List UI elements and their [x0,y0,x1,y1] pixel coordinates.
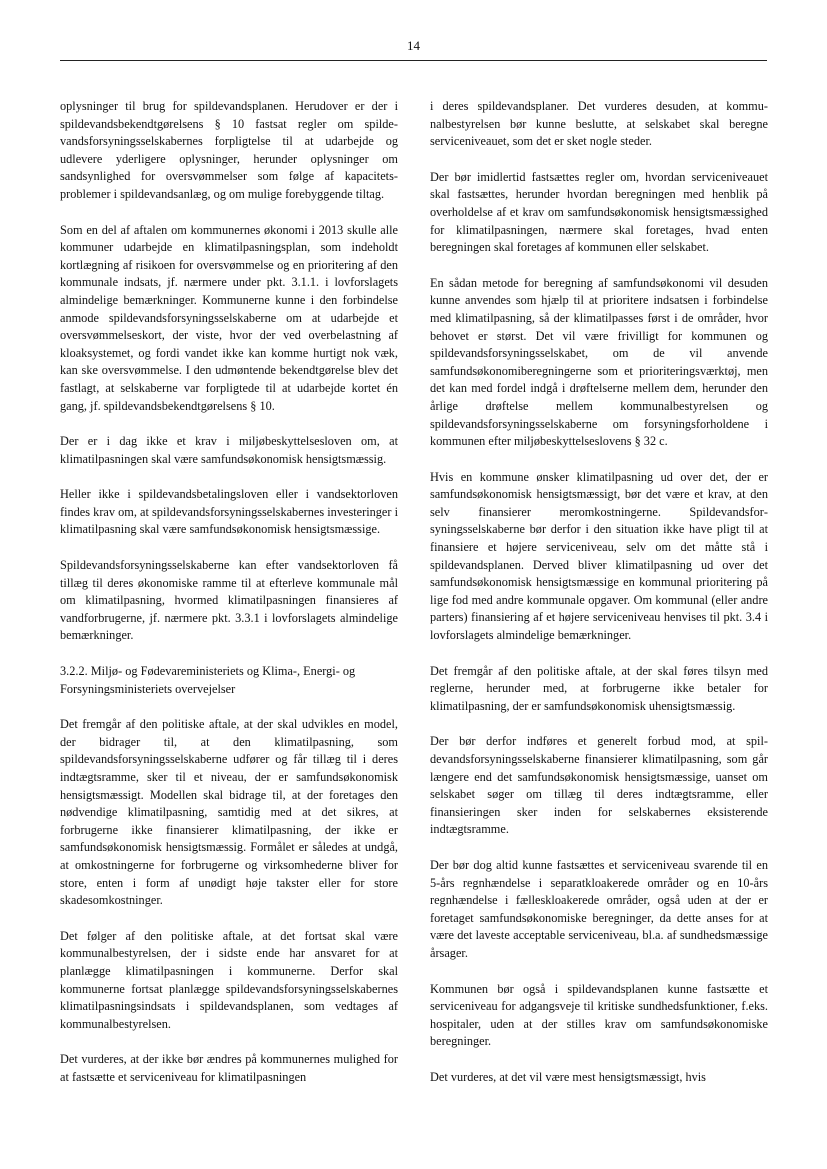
paragraph: Som en del af aftalen om kommunernes økonomi i 2013 skulle alle kommuner udarbejde en klimatilpasningsplan, som indeholdt kortlægning af risikoen for oversvømmelse og en prioritering af den kommunale indsats, jf. nærmere under pkt. 3.1.1. i lovforslagets almindelige bemærkninger. Kommunerne kunne i den forbindelse anmode spildevandsforsyningsselskaberne om at udarbejde et oversvømmelseskort, der viste, hvor der ved overbelastning af kloaksystemet, og fordi vandet ikke kan komme hurtigt nok væk, kan ske oversvømmelse. I den udmøntende bekendtgørelse blev det fastlagt, at selskaberne var forpligtede til at udarbejde kortet én gang, jf. spildevandsbekendtgørelsens § 10. [60,222,398,413]
paragraph: i deres spildevandsplaner. Det vurderes desuden, at kommunalbestyrelsen bør kunne beslutte, at selskabet skal beregne serviceniveauet, som det er sket nogle steder. [430,99,768,149]
paragraph: Det følger af den politiske aftale, at det fortsat skal være kommunalbestyrelsen, der i sidste ende har ansvaret for at planlægge klimatilpasningen i kommunerne. Derfor skal kommunerne fortsat planlægge spildevandsforsyningsselskabernes klimatilpasningsindsats i spildevandsplanen, som vedtages af kommunalbestyrelsen. [60,928,398,1031]
paragraph: Der er i dag ikke et krav i miljøbeskyttelsesloven om, at klimatilpasningen skal være samfundsøkonomisk hensigtsmæssig. [60,434,398,466]
paragraph: Kommunen bør også i spildevandsplanen kunne fastsætte et serviceniveau for adgangsveje til kritiske sundhedsfunktioner, f.eks. hospitaler, uden at der stilles krav om samfundsøkonomiske beregninger. [430,981,768,1049]
right-column [430,98,768,1105]
paragraph: Det fremgår af den politiske aftale, at der skal udvikles en model, der bidrager til, at den klimatilpasning, som spildevandsforsyningsselskaberne udfører og får tillæg til i deres indtægtsramme, sker til et niveau, der er samfundsøkonomisk hensigtsmæssigt. Modellen skal bidrage til, at der foretages den nødvendige klimatilpasning, samtidig med at det sikres, at forbrugerne ikke finansierer klimatilpasning, der ikke er samfundsøkonomisk hensigtsmæssig. Formålet er således at undgå, at omkostningerne for forbrugerne og virksomhederne bliver for store, enten i form af unødigt høje takster eller for store skadesomkostninger. [60,717,398,908]
header-rule [60,60,767,61]
paragraph: En sådan metode for beregning af samfundsøkonomi vil desuden kunne anvendes som hjælp til at prioritere indsatsen i forbindelse med klimatilpasning, så der klimatilpasses først i de områder, hvor behovet er størst. Det vil være frivilligt for kommunen og spildevandsforsyningsselskabet, om de vil anvende samfundsøkonomiberegningerne som et prioriteringsværktøj, men det kan med fordel indgå i drøftelserne mellem dem, herunder den årlige drøftelse mellem kommunalbestyrelsen og spildevandsforsyningsselskaberne om forsyningsforholdene i kommunen efter miljøbeskyttelseslovens § 32 c. [430,275,768,449]
paragraph: Det vurderes, at der ikke bør ændres på kommunernes mulighed for at fastsætte et serviceniveau for klimatilpasningen [60,1052,398,1084]
paragraph: Hvis en kommune ønsker klimatilpasning ud over det, der er samfundsøkonomisk hensigtsmæssigt, bør det være et krav, at den selv finansierer meromkostningerne. Spildevandsforsyningsselskaberne bør derfor i den situation ikke have pligt til at finansiere et højere serviceniveau, selv om det måtte stå i spildevandsplanen. Derved bliver klimatilpasning ud over det samfundsøkonomisk hensigtsmæssige en kommunal prioritering på lige fod med andre kommunale opgaver. Om kommunal (eller andre parters) finansiering af et højere serviceniveau henvises til pkt. 3.4 i lovforslagets almindelige bemærkninger. [430,469,768,643]
paragraph: Der bør derfor indføres et generelt forbud mod, at spildevandsforsyningsselskaberne finansierer klimatilpasning, som går længere end det samfundsøkonomisk hensigtsmæssige, uanset om selskabet søger om tillæg til deres indtægtsramme, eller finansieringen sker inden for selskabernes eksisterende indtægtsramme. [430,734,768,837]
left-column [60,98,398,1105]
paragraph: Det vurderes, at det vil være mest hensigtsmæssigt, hvis [430,1069,706,1084]
page-number: 14 [407,38,420,53]
section-heading: 3.2.2. Miljø- og Fødevareministeriets og Klima-, Energi- og Forsyningsministeriets overvejelser [60,664,356,696]
paragraph: oplysninger til brug for spildevandsplanen. Herudover er der i spildevandsbekendtgørelsens § 10 fastsat regler om spildevandsforsyningsselskabernes forpligtelse til at udarbejde og udlevere yderligere oplysninger, herunder oplysninger om sandsynlighed for oversvømmelser som følge af kapacitetsproblemer i spildevandsanlæg, og om mulige forebyggende tiltag. [60,99,398,201]
paragraph: Det fremgår af den politiske aftale, at der skal føres tilsyn med reglerne, herunder med, at forbrugerne ikke betaler for klimatilpasning, der er samfundsøkonomisk uhensigtsmæssig. [430,663,768,713]
paragraph: Spildevandsforsyningsselskaberne kan efter vandsektorloven få tillæg til deres økonomiske ramme til at efterleve kommunale mål om klimatilpasning, hvormed klimatilpasningen finansieres af vandforbrugerne, jf. nærmere pkt. 3.3.1 i lovforslagets almindelige bemærkninger. [60,558,398,643]
paragraph: Der bør dog altid kunne fastsættes et serviceniveau svarende til en 5-års regnhændelse i separatkloakerede områder og en 10-års regnhændelse i fælleskloakerede områder, også uden at der er foretaget samfundsøkonomiske beregninger, da dette anses for at være det laveste acceptable serviceniveau, bl.a. af sundhedsmæssige årsager. [430,857,768,960]
paragraph: Heller ikke i spildevandsbetalingsloven eller i vandsektorloven findes krav om, at spildevandsforsyningsselskabernes investeringer i klimatilpasning skal være samfundsøkonomisk hensigtsmæssige. [60,487,398,537]
paragraph: Der bør imidlertid fastsættes regler om, hvordan serviceniveauet skal fastsættes, herunder hvordan beregningen med henblik på overholdelse af et krav om samfundsøkonomisk hensigtsmæssighed for klimatilpasningen, nærmere skal foretages, hvad enten beregningen skal foretages af kommunen eller selskabet. [430,169,768,255]
